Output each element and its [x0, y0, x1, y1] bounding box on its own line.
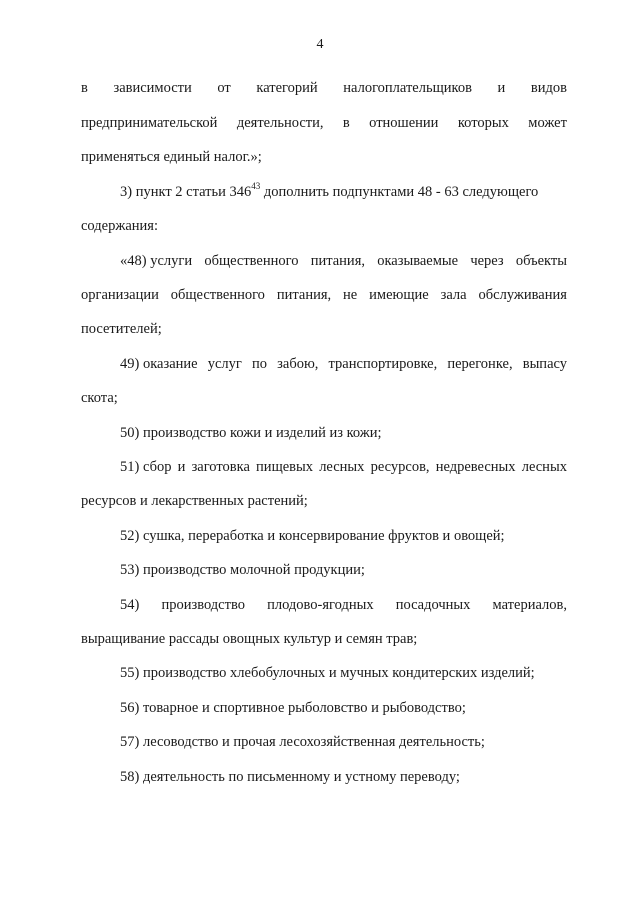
word: питания,	[276, 287, 332, 303]
page-number: 4	[316, 37, 324, 52]
word: 54)	[120, 597, 140, 613]
word: и	[497, 80, 506, 96]
text-line-17: выращивание рассады овощных культур и семян трав;	[81, 631, 418, 647]
word: которых	[457, 115, 509, 131]
word: выпасу	[522, 356, 567, 372]
word: питания,	[310, 253, 365, 269]
word: услуг	[207, 356, 242, 372]
word: в	[81, 80, 88, 96]
word: общественного	[204, 253, 299, 269]
word: 51) сбор	[120, 459, 172, 475]
word: посадочных	[395, 597, 471, 613]
article-superscript: 43	[251, 181, 261, 191]
word: пищевых	[256, 459, 314, 475]
word: забою,	[277, 356, 319, 372]
text-line-4-post: дополнить подпунктами 48 - 63 следующего	[260, 184, 539, 200]
word: налогоплательщиков	[343, 80, 472, 96]
text-line-7	[81, 286, 567, 304]
text-line-15: 53) производство молочной продукции;	[120, 562, 365, 578]
word: и	[177, 459, 186, 475]
text-line-21: 58) деятельность по письменному и устному переводу;	[120, 769, 460, 785]
word: зависимости	[113, 80, 192, 96]
text-line-13: ресурсов и лекарственных растений;	[81, 493, 308, 509]
word: по	[252, 356, 268, 372]
word: предпринимательской	[81, 115, 218, 131]
text-line-4-pre: 3) пункт 2 статьи 346	[120, 184, 252, 200]
text-line-10: скота;	[81, 390, 118, 406]
text-line-11: 50) производство кожи и изделий из кожи;	[120, 425, 382, 441]
word: ресурсов,	[370, 459, 430, 475]
text-line-2	[81, 114, 567, 132]
text-line-14: 52) сушка, переработка и консервирование фруктов и овощей;	[120, 528, 505, 544]
word: в	[342, 115, 350, 131]
text-line-20: 57) лесоводство и прочая лесохозяйственная деятельность;	[120, 734, 485, 750]
word: лесных	[319, 459, 365, 475]
word: 49) оказание	[120, 356, 198, 372]
word: имеющие	[369, 287, 429, 303]
word: «48) услуги	[120, 253, 193, 269]
text-line-19: 56) товарное и спортивное рыболовство и рыбоводство;	[120, 700, 466, 716]
word: производство	[161, 597, 245, 613]
text-line-3: применяться единый налог.»;	[81, 149, 262, 165]
word: транспортировке,	[328, 356, 438, 372]
text-line-5: содержания:	[81, 218, 159, 234]
text-line-1	[81, 79, 567, 97]
word: деятельности,	[236, 115, 324, 131]
word: зала	[440, 287, 467, 303]
word: объекты	[515, 253, 567, 269]
word: от	[217, 80, 231, 96]
word: не	[343, 287, 358, 303]
word: через	[470, 253, 504, 269]
word: недревесных	[435, 459, 516, 475]
word: плодово-ягодных	[267, 597, 374, 613]
word: заготовка	[191, 459, 250, 475]
text-line-6	[120, 252, 567, 270]
word: отношении	[369, 115, 439, 131]
word: категорий	[256, 80, 318, 96]
text-line-18: 55) производство хлебобулочных и мучных кондитерских изделий;	[120, 665, 535, 681]
text-line-9	[120, 355, 567, 373]
text-line-8: посетителей;	[81, 321, 162, 337]
word: материалов,	[492, 597, 567, 613]
word: оказываемые	[377, 253, 459, 269]
word: перегонке,	[447, 356, 513, 372]
text-line-12	[120, 458, 567, 476]
text-line-16	[120, 596, 567, 614]
word: лесных	[521, 459, 567, 475]
word: общественного	[170, 287, 265, 303]
word: видов	[530, 80, 567, 96]
word: обслуживания	[478, 287, 567, 303]
word: может	[528, 115, 567, 131]
text-line-4	[120, 183, 538, 201]
word: организации	[81, 287, 159, 303]
